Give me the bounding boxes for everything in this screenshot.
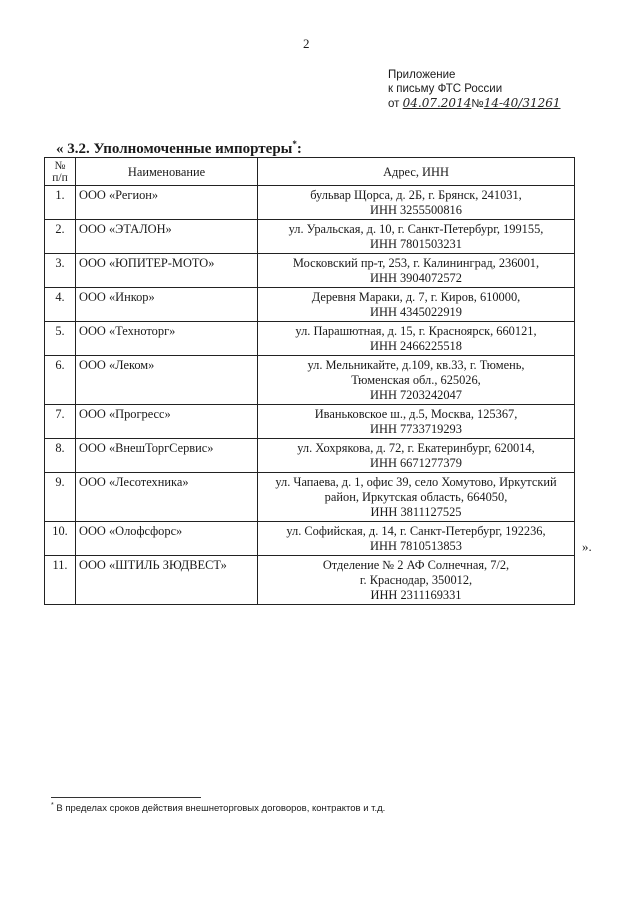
annex-date-number xyxy=(388,96,561,111)
address-line: ИНН 4345022919 xyxy=(370,305,462,319)
footnote-text: В пределах сроков действия внешнеторговых договоров, контрактов и т.д. xyxy=(56,803,386,815)
section-title xyxy=(56,139,302,158)
address-line: ул. Хохрякова, д. 72, г. Екатеринбург, 620014, xyxy=(297,441,535,455)
address-line: ИНН 3811127525 xyxy=(370,505,462,519)
table-row xyxy=(45,405,575,439)
address-line: ИНН 3904072572 xyxy=(370,271,462,285)
annex-block xyxy=(388,68,561,111)
address-line: ИНН 3255500816 xyxy=(370,203,462,217)
address-line: бульвар Щорса, д. 2Б, г. Брянск, 241031, xyxy=(310,188,522,202)
importer-address xyxy=(258,220,575,254)
table-header-row xyxy=(45,158,575,186)
address-line: ИНН 7203242047 xyxy=(370,388,462,402)
table-body xyxy=(45,186,575,605)
importer-address xyxy=(258,186,575,220)
row-number: 4. xyxy=(45,288,76,322)
importer-address xyxy=(258,288,575,322)
importer-name: ООО «Прогресс» xyxy=(76,405,258,439)
annex-title: Приложение xyxy=(388,69,456,81)
row-number: 9. xyxy=(45,473,76,522)
footnote-mark: * xyxy=(51,802,54,809)
address-line: ул. Софийская, д. 14, г. Санкт-Петербург, 192236, xyxy=(286,524,546,538)
importer-name: ООО «Лесотехника» xyxy=(76,473,258,522)
importer-address xyxy=(258,439,575,473)
page-number: 2 xyxy=(303,36,310,51)
importer-name: ООО «ЭТАЛОН» xyxy=(76,220,258,254)
address-line: Московский пр-т, 253, г. Калининград, 236001, xyxy=(292,256,540,270)
header-number xyxy=(45,158,76,186)
table-row xyxy=(45,556,575,605)
address-line: ИНН 2466225518 xyxy=(370,339,462,353)
header-number-pp: п/п xyxy=(52,172,68,184)
address-line: Деревня Мараки, д. 7, г. Киров, 610000, xyxy=(311,290,521,304)
header-address: Адрес, ИНН xyxy=(258,158,575,186)
address-line: ИНН 7810513853 xyxy=(370,539,462,553)
importer-name: ООО «Леком» xyxy=(76,356,258,405)
address-line: ИНН 7801503231 xyxy=(370,237,462,251)
header-number-sign: № xyxy=(54,160,66,172)
letter-date: 04.07.2014 xyxy=(402,96,472,110)
importer-name: ООО «ЮПИТЕР-МОТО» xyxy=(76,254,258,288)
address-line: ИНН 2311169331 xyxy=(370,588,462,602)
table-row xyxy=(45,254,575,288)
address-line: ул. Парашютная, д. 15, г. Красноярск, 660121, xyxy=(295,324,537,338)
address-line: Иваньковское ш., д.5, Москва, 125367, xyxy=(314,407,518,421)
footnote xyxy=(51,802,385,814)
importer-name: ООО «ШТИЛЬ ЗЮДВЕСТ» xyxy=(76,556,258,605)
number-sign: № xyxy=(471,98,484,110)
importer-address xyxy=(258,322,575,356)
section-title-text: « 3.2. Уполномоченные импортеры xyxy=(56,141,293,157)
closing-quote: ». xyxy=(582,539,592,554)
annex-letter-ref: к письму ФТС России xyxy=(388,83,503,95)
importer-name: ООО «Инкор» xyxy=(76,288,258,322)
row-number: 11. xyxy=(45,556,76,605)
importer-name: ООО «ВнешТоргСервис» xyxy=(76,439,258,473)
importer-address xyxy=(258,473,575,522)
address-line: Тюменская обл., 625026, xyxy=(351,373,481,387)
address-line: Отделение № 2 АФ Солнечная, 7/2, xyxy=(322,558,510,572)
footnote-divider xyxy=(51,797,201,798)
address-line: ул. Мельникайте, д.109, кв.33, г. Тюмень, xyxy=(307,358,525,372)
row-number: 6. xyxy=(45,356,76,405)
importer-address xyxy=(258,405,575,439)
address-line: ул. Уральская, д. 10, г. Санкт-Петербург, 199155, xyxy=(288,222,544,236)
importers-table xyxy=(44,157,575,605)
table-row xyxy=(45,186,575,220)
address-line: ИНН 6671277379 xyxy=(370,456,462,470)
table-row xyxy=(45,473,575,522)
row-number: 10. xyxy=(45,522,76,556)
letter-number: 14-40/31261 xyxy=(483,96,561,110)
row-number: 7. xyxy=(45,405,76,439)
row-number: 2. xyxy=(45,220,76,254)
section-title-colon: : xyxy=(296,141,302,157)
table-row xyxy=(45,439,575,473)
row-number: 3. xyxy=(45,254,76,288)
table-row xyxy=(45,522,575,556)
table-row xyxy=(45,288,575,322)
row-number: 1. xyxy=(45,186,76,220)
importer-name: ООО «Олофсфорс» xyxy=(76,522,258,556)
table-row xyxy=(45,356,575,405)
address-line: г. Краснодар, 350012, xyxy=(359,573,473,587)
table-row xyxy=(45,322,575,356)
importer-address xyxy=(258,522,575,556)
importer-name: ООО «Регион» xyxy=(76,186,258,220)
importer-address xyxy=(258,254,575,288)
table-row xyxy=(45,220,575,254)
row-number: 8. xyxy=(45,439,76,473)
address-line: ИНН 7733719293 xyxy=(370,422,462,436)
address-line: ул. Чапаева, д. 1, офис 39, село Хомутово, Иркутский xyxy=(275,475,557,489)
address-line: район, Иркутская область, 664050, xyxy=(324,490,508,504)
importer-address xyxy=(258,556,575,605)
row-number: 5. xyxy=(45,322,76,356)
section-title-footnote-mark: * xyxy=(292,139,297,149)
from-label: от xyxy=(388,98,400,110)
importer-address xyxy=(258,356,575,405)
importer-name: ООО «Техноторг» xyxy=(76,322,258,356)
header-name: Наименование xyxy=(76,158,258,186)
